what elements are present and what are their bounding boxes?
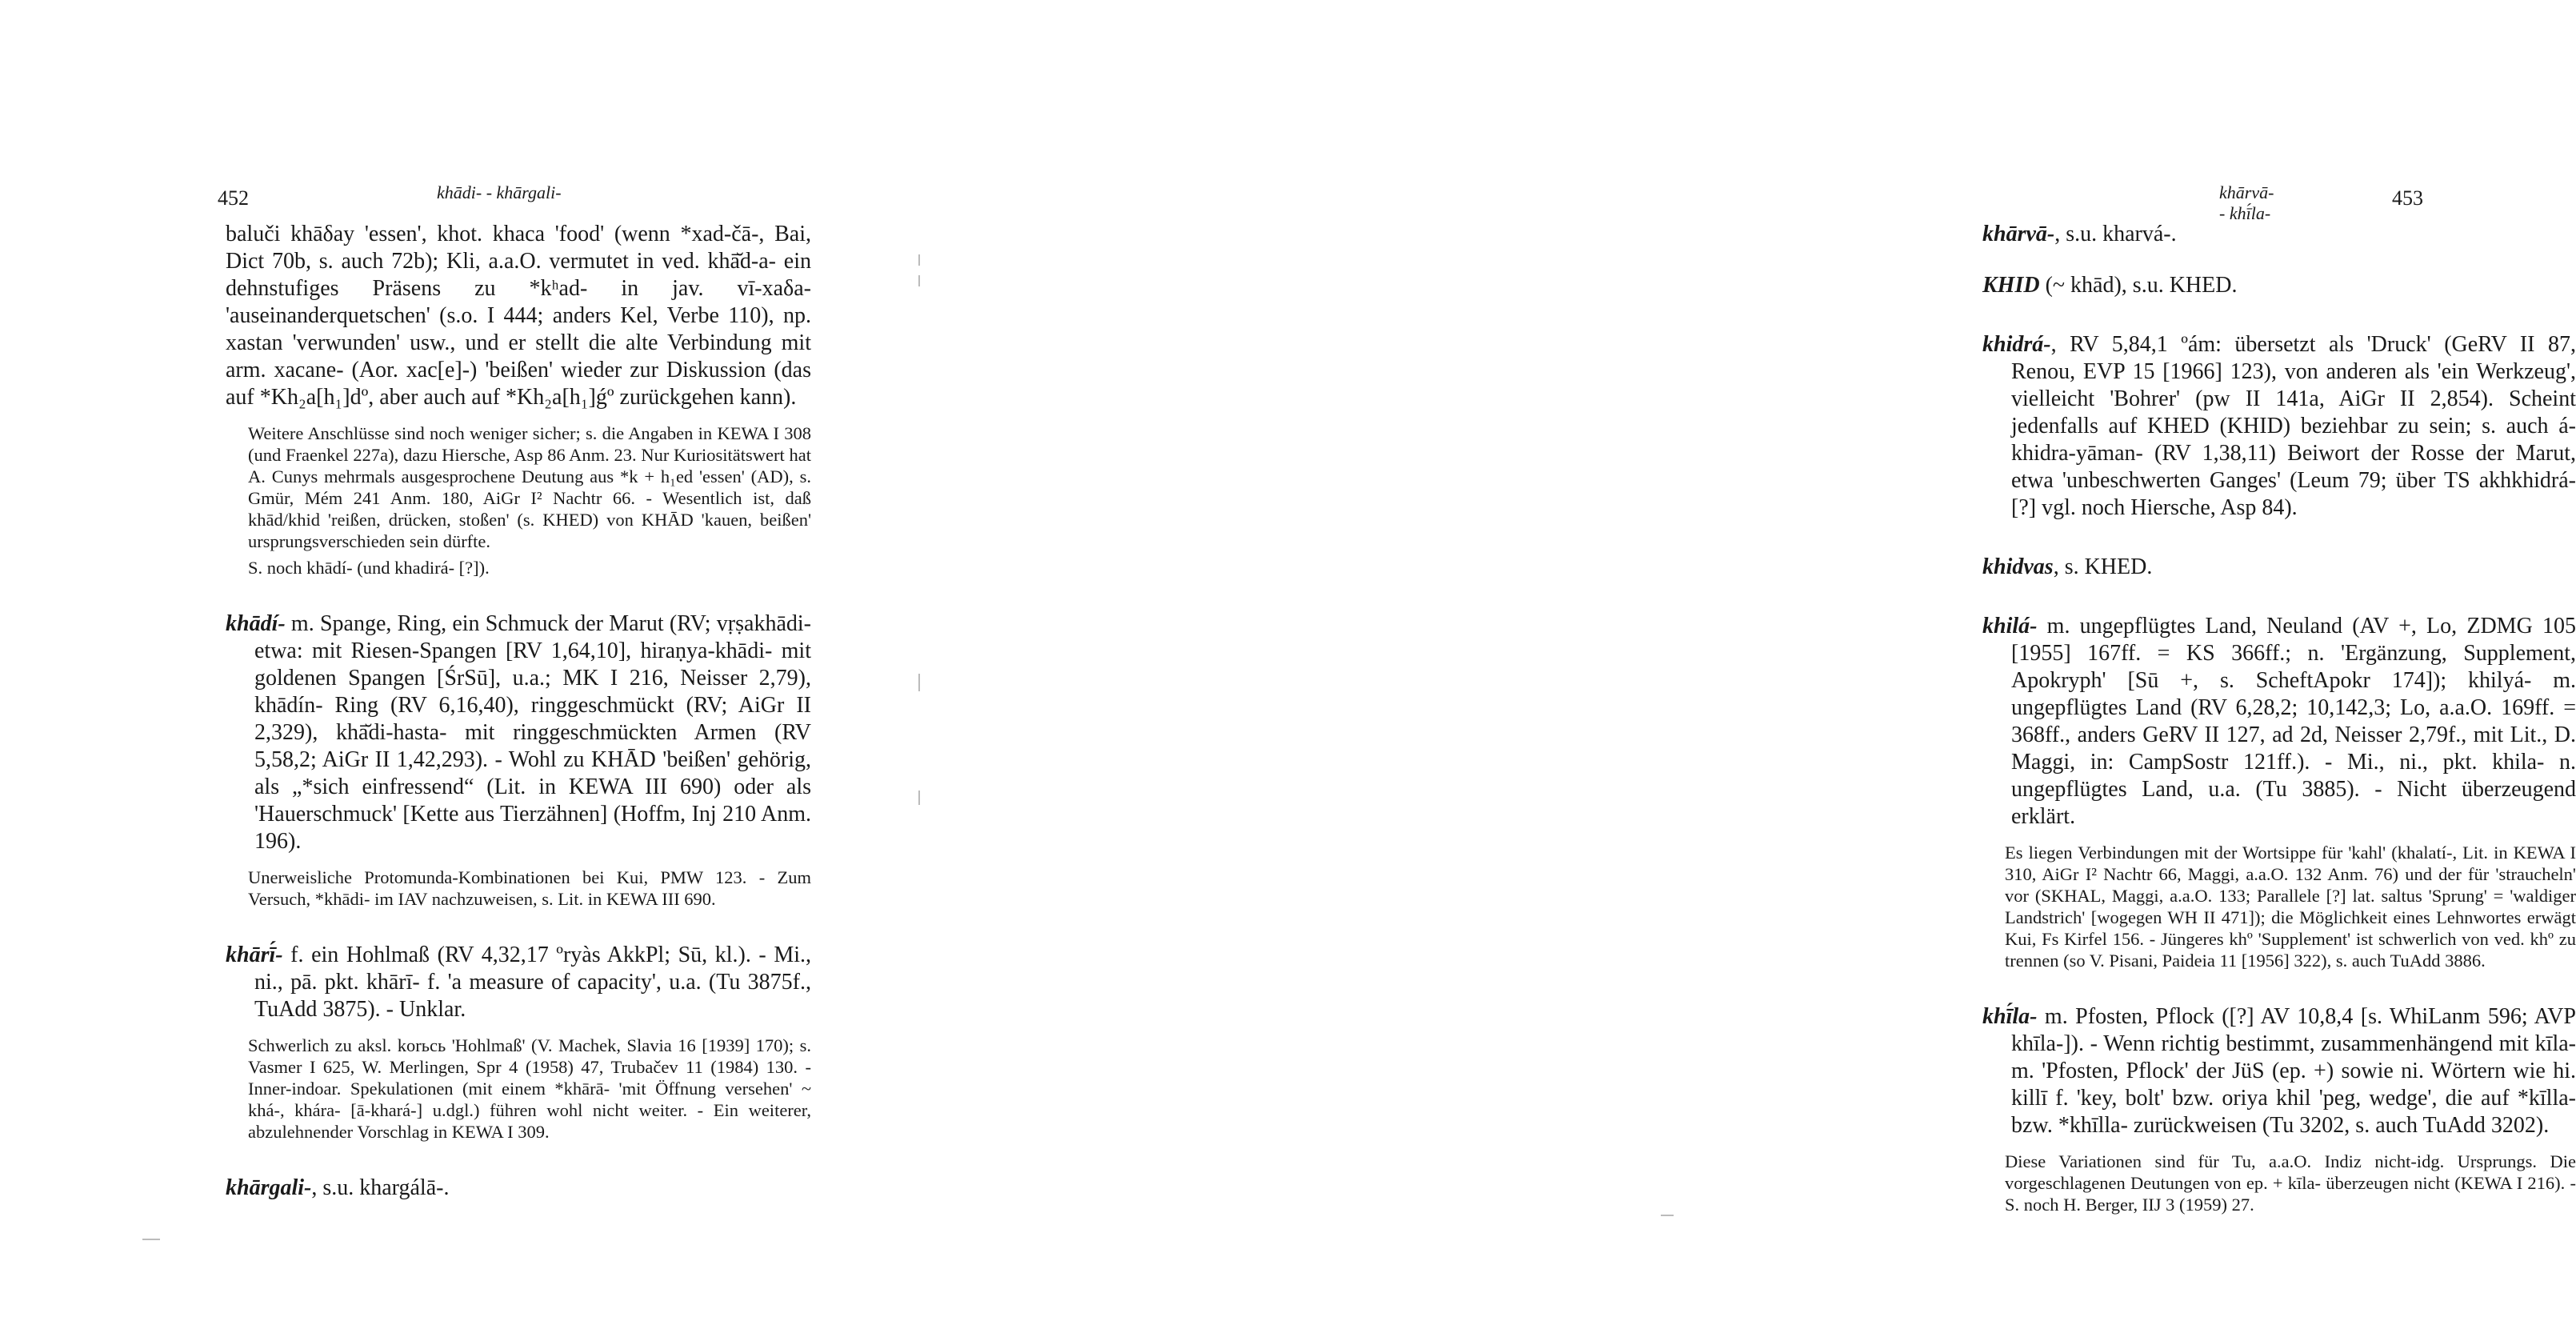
entry-khargali — [226, 1175, 811, 1202]
entry-text: m. Pfosten, Pflock ([?] AV 10,8,4 [s. WhiLanm 596; AVP khīla-]). - Wenn richtig bestimmt, zusammenhängend mit kīla- m. 'Pfosten, Pflock' der JüS (ep. +) sowie ni. Wörtern wie hi. killī f. 'key, bolt' bzw. oriya khil 'peg, wedge', die auf *kīlla- bzw. *khīlla- zurückweisen (Tu 3202, s. auch TuAdd 3202). — [2011, 1004, 2576, 1138]
entry-text: , s.u. khargálā-. — [311, 1175, 450, 1200]
entry-kharva — [1982, 221, 2576, 248]
right-page-body — [1982, 221, 2576, 1215]
entry-note: Schwerlich zu aksl. korьcь 'Hohlmaß' (V. Machek, Slavia 16 [1939] 170); s. Vasmer I 625, W. Merlingen, Spr 4 (1958) 47, Trubačev 11 (1984) 130. - Inner-indoar. Spekulationen (mit einem *khārā- 'mit Öffnung versehen' ~ khá-, khára- [ā-khará-] u.dgl.) führen wohl nicht weiter. - Ein weiterer, abzulehnender Vorschlag in KEWA I 309. — [248, 1035, 811, 1142]
entry-paragraph — [226, 1175, 811, 1202]
entry-headword: khī́la- — [1982, 1004, 2038, 1029]
gutter-mark — [918, 275, 920, 286]
entry-headword: khidrá- — [1982, 332, 2051, 357]
entry-paragraph — [1982, 554, 2576, 581]
entry-paragraph — [226, 610, 811, 855]
entry-text: , RV 5,84,1 ºám: übersetzt als 'Druck' (GeRV II 87, Renou, EVP 15 [1966] 123), von anderen als 'ein Werkzeug', vielleicht 'Bohrer' (pw II 141a, AiGr II 2,854). Scheint jedenfalls auf KHED (KHID) beziehbar zu sein; s. auch á-khidra-yāman- (RV 1,38,11) Beiwort der Rosse der Marut, etwa 'unbeschwerten Ganges' (Leum 79; über TS akhkhidrá-[?] vgl. noch Hiersche, Asp 84). — [2011, 332, 2576, 520]
entry-headword: khilá- — [1982, 614, 2038, 638]
entry-headword: khārī́- — [226, 943, 283, 967]
entry-text: , s.u. kharvá-. — [2054, 222, 2177, 246]
gutter-mark — [918, 791, 920, 805]
entry-khadi — [226, 610, 811, 910]
entry-paragraph — [1982, 272, 2576, 299]
entry-note: Es liegen Verbindungen mit der Wortsippe für 'kahl' (khalatí-, Lit. in KEWA I 310, AiGr I² Nachtr 66, Maggi, a.a.O. 132 Anm. 76) und der für 'straucheln' vor (SKHAL, Maggi, a.a.O. 133; Parallele [?] lat. saltus 'Sprung' = 'waldiger Landstrich' [wogegen WH II 471]); die Möglichkeit eines Lehnwortes erwägt Kui, Fs Kirfel 156. - Jüngeres khº 'Supplement' ist schwerlich von ved. khº zu trennen (so V. Pisani, Paideia 11 [1956] 322), s. auch TuAdd 3886. — [2005, 843, 2576, 971]
continuation-paragraph: baluči khāδay 'essen', khot. khaca 'food' (wenn *xad-čā-, Bai, Dict 70b, s. auch 72b); Kli, a.a.O. vermutet in ved. khā̆d-a- ein dehnstufiges Präsens zu *kʰad- in jav. vī-xaδa- 'auseinanderquetschen' (s.o. I 444; anders Kel, Verbe 110), np. xastan 'verwunden' usw., und er stellt die alte Verbindung mit arm. xacane- (Aor. xac[e]-) 'beißen' wieder zur Diskussion (das auf *Kh₂a[h₁]dº, aber auch auf *Kh₂a[h₁]ǵº zurückgehen kann). — [226, 222, 811, 410]
continuation-note: Weitere Anschlüsse sind noch weniger sicher; s. die Angaben in KEWA I 308 (und Fraenkel 227a), dazu Hiersche, Asp 86 Anm. 23. Nur Kuriositätswert hat A. Cunys mehrmals ausgesprochene Deutung aus *k + h₁ed 'essen' (AD), s. Gmür, Mém 241 Anm. 180, AiGr I² Nachtr 66. - Wesentlich ist, daß khād/khid 'reißen, drücken, stoßen' (s. KHED) von KHĀD 'kauen, beißen' ursprungsverschieden sein dürfte. — [248, 423, 811, 551]
entry-text: (~ khād), s.u. KHED. — [2039, 273, 2238, 298]
entry-khari — [226, 942, 811, 1143]
running-head: khārvā- - khī́la- — [2219, 182, 2274, 223]
gutter-mark — [918, 674, 920, 691]
entry-paragraph — [1982, 613, 2576, 831]
entry-khid — [1982, 272, 2576, 299]
page-number: 452 — [218, 186, 249, 210]
entry-paragraph — [1982, 331, 2576, 522]
entry-khila — [1982, 613, 2576, 971]
page-number: 453 — [2392, 186, 2423, 210]
running-head: khādi- - khārgali- — [437, 182, 562, 202]
entry-khila-post — [1982, 1003, 2576, 1215]
scan-speck — [1661, 1215, 1674, 1216]
entry-paragraph — [226, 942, 811, 1023]
entry-headword: khārvā- — [1982, 222, 2055, 246]
entry-text: m. ungepflügtes Land, Neuland (AV +, Lo, ZDMG 105 [1955] 167ff. = KS 366ff.; n. 'Ergänzung, Supplement, Apokryph' [Sū +, s. ScheftApokr 174]); khilyá- m. ungepflügtes Land (RV 6,28,2; 10,142,3; Lo, a.a.O. 169ff. = 368ff., anders GeRV II 127, ad 2d, Neisser 2,79f., mit Lit., D. Maggi, in: CampSostr 121ff.). - Mi., ni., pkt. khila- n. ungepflügtes Land, u.a. (Tu 3885). - Nicht überzeugend erklärt. — [2011, 614, 2576, 829]
entry-paragraph — [1982, 1003, 2576, 1139]
continuation-note-cross-reference: S. noch khādí- (und khadirá- [?]). — [248, 558, 490, 578]
entry-paragraph — [1982, 221, 2576, 248]
entry-khidra — [1982, 331, 2576, 522]
entry-text: m. Spange, Ring, ein Schmuck der Marut (RV; vṛṣakhādi- etwa: mit Riesen-Spangen [RV 1,64,10], hiraṇya-khādi- mit goldenen Spangen [ŚrSū], u.a.; MK I 216, Neisser 2,79), khādín- Ring (RV 6,16,40), ringgeschmückt (RV; AiGr II 2,329), khā̆di-hasta- mit ringgeschmückten Armen (RV 5,58,2; AiGr II 1,42,293). - Wohl zu KHĀD 'beißen' gehörig, als „*sich einfressend“ (Lit. in KEWA III 690) oder als 'Hauerschmuck' [Kette aus Tierzähnen] (Hoffm, Inj 210 Anm. 196). — [254, 611, 811, 854]
entry-headword: khādí- — [226, 611, 286, 636]
entry-text: f. ein Hohlmaß (RV 4,32,17 ºryàs AkkPl; Sū, kl.). - Mi., ni., pā. pkt. khārī- f. 'a measure of capacity', u.a. (Tu 3875f., TuAdd 3875). - Unklar. — [254, 943, 811, 1022]
entry-note: Diese Variationen sind für Tu, a.a.O. Indiz nicht-idg. Ursprungs. Die vorgeschlagenen Deutungen von ep. + kīla- überzeugen nicht (KEWA I 216). - S. noch H. Berger, IIJ 3 (1959) 27. — [2005, 1151, 2576, 1215]
entry-headword: KHID — [1982, 273, 2040, 298]
scan-speck — [142, 1239, 160, 1240]
left-page-body — [226, 221, 811, 1202]
entry-khidvas — [1982, 554, 2576, 581]
gutter-mark — [918, 254, 920, 266]
entry-headword: khārgali- — [226, 1175, 312, 1200]
entry-text: , s. KHED. — [2053, 554, 2153, 579]
entry-headword: khidvas — [1982, 554, 2054, 579]
entry-note: Unerweisliche Protomunda-Kombinationen bei Kui, PMW 123. - Zum Versuch, *khādi- im IAV nachzuweisen, s. Lit. in KEWA III 690. — [248, 867, 811, 909]
